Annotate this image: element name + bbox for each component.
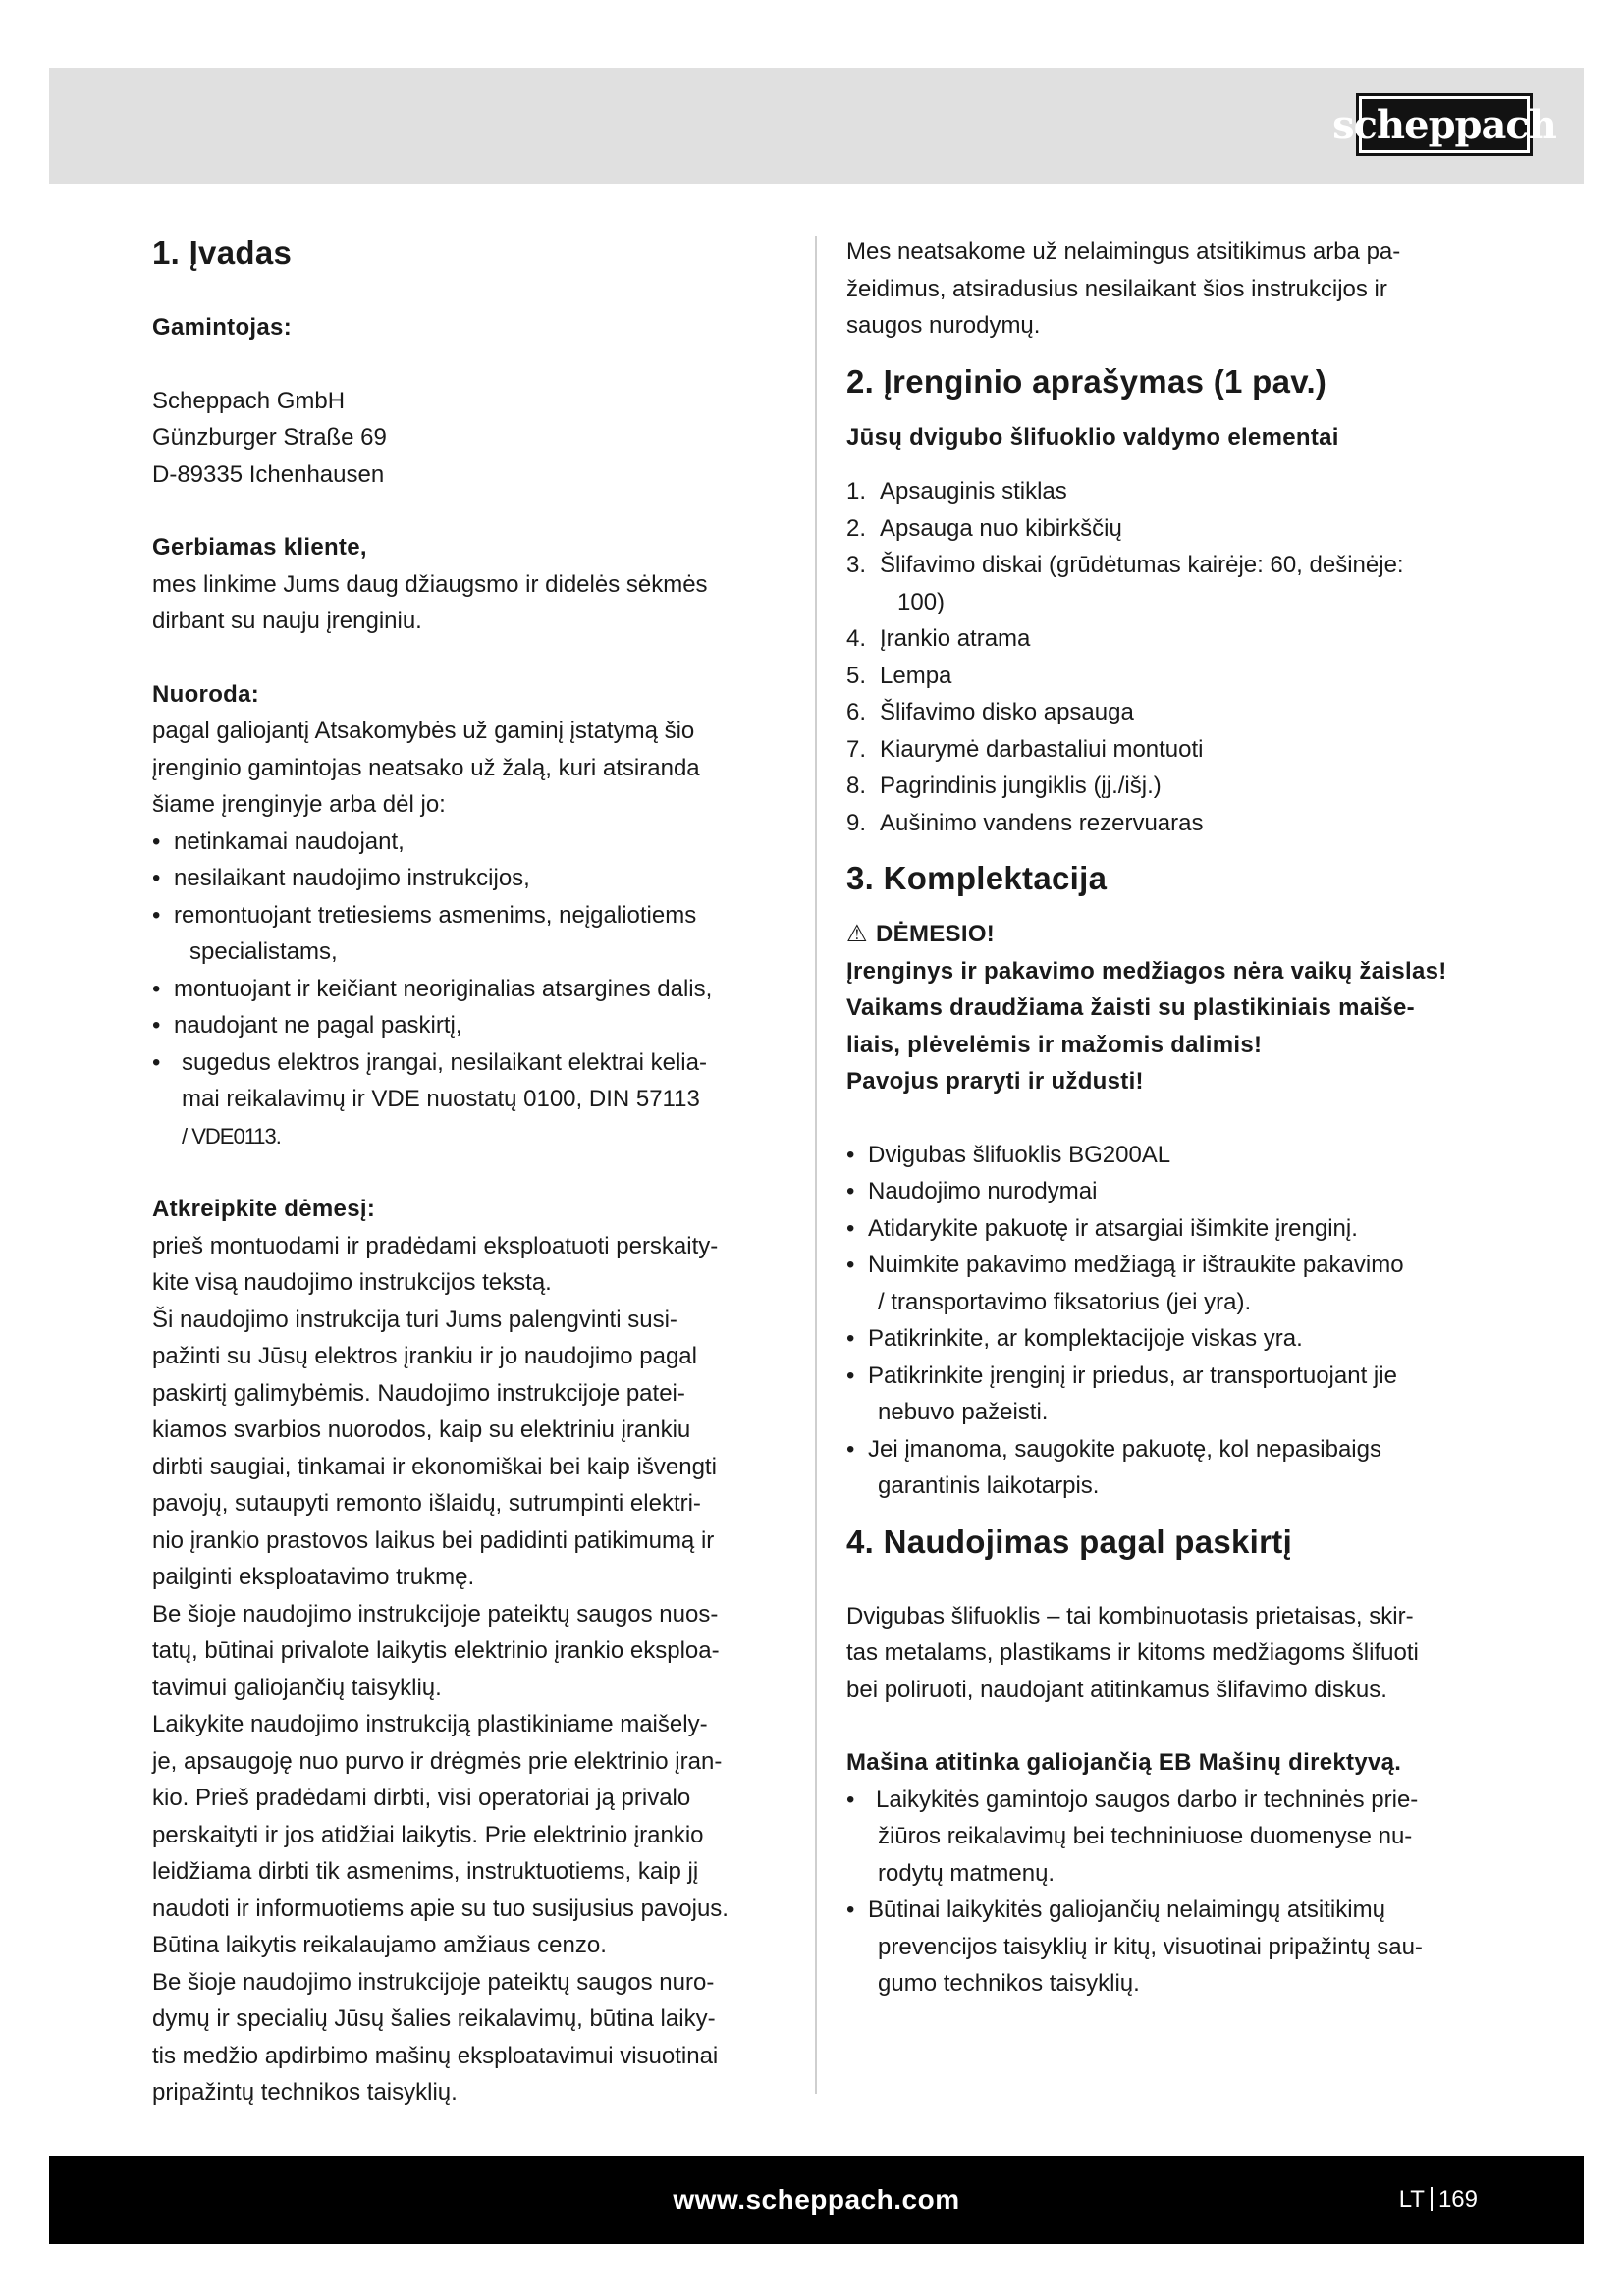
directive-subtitle: Mašina atitinka galiojančią EB Mašinų direktyvą. xyxy=(846,1749,1402,1776)
warning-text: Įrenginys ir pakavimo medžiagos nėra vaikų žaislas! Vaikams draudžiama žaisti su plastikiniais maiše- liais, plėvelėmis ir mažomis dalimis! Pavojus praryti ir uždusti! xyxy=(846,957,1447,1095)
page-number: LT 169 xyxy=(1398,2186,1478,2213)
list-item: • Naudojimo nurodymai xyxy=(846,1178,1098,1204)
list-item: 7. Kiaurymė darbastaliui montuoti xyxy=(846,735,1204,763)
left-column xyxy=(152,234,800,2111)
note-label: Nuoroda: xyxy=(152,680,260,708)
list-item: • nesilaikant naudojimo instrukcijos, xyxy=(152,865,530,891)
list-item: 2. Apsauga nuo kibirkščių xyxy=(846,514,1122,542)
list-item: 1. Apsauginis stiklas xyxy=(846,478,1067,505)
note-bullet-list xyxy=(152,824,800,1155)
list-item: 8. Pagrindinis jungiklis (įj./išj.) xyxy=(846,773,1162,799)
list-item: • Dvigubas šlifuoklis BG200AL xyxy=(846,1141,1171,1168)
section-4-title: 4. Naudojimas pagal paskirtį xyxy=(846,1522,1293,1560)
section-2-title: 2. Įrenginio aprašymas (1 pav.) xyxy=(846,362,1327,400)
dear-customer-label: Gerbiamas kliente, xyxy=(152,534,367,561)
liability-text: Mes neatsakome už nelaimingus atsitikimus arba pa- žeidimus, atsiradusius nesilaikant šios instrukcijos ir saugos nurodymų. xyxy=(846,239,1401,339)
list-item: • Patikrinkite įrenginį ir priedus, ar transportuojant jie nebuvo pažeisti. xyxy=(846,1362,1397,1425)
intended-use-list xyxy=(846,1782,1485,2002)
list-item: • Jei įmanoma, saugokite pakuotę, kol nepasibaigs garantinis laikotarpis. xyxy=(846,1435,1381,1499)
footer-website: www.scheppach.com xyxy=(673,2184,960,2215)
package-contents-list xyxy=(846,1137,1485,1505)
controls-subtitle: Jūsų dvigubo šlifuoklio valdymo elementai xyxy=(846,423,1339,451)
column-divider xyxy=(815,236,817,2094)
list-item: • montuojant ir keičiant neoriginalias atsargines dalis, xyxy=(152,975,713,1002)
warning-icon: ⚠ xyxy=(846,921,868,947)
manufacturer-label: Gamintojas: xyxy=(152,314,292,341)
section-3-title: 3. Komplektacija xyxy=(846,860,1108,896)
intended-use-text: Dvigubas šlifuoklis – tai kombinuotasis prietaisas, skir- tas metalams, plastikams ir kitoms medžiagoms šlifuoti bei poliruoti, naudojant atitinkamus šlifavimo diskus. xyxy=(846,1602,1419,1703)
list-item: 3. Šlifavimo diskai (grūdėtumas kairėje: 60, dešinėje: 100) xyxy=(846,552,1404,615)
list-item: 4. Įrankio atrama xyxy=(846,625,1031,652)
list-item: • Laikykitės gamintojo saugos darbo ir techninės prie- žiūros reikalavimų bei techniniuose duomenyse nu- rodytų matmenų. xyxy=(846,1786,1419,1887)
section-1-title: 1. Įvadas xyxy=(152,235,293,271)
list-item: • sugedus elektros įrangai, nesilaikant elektrai kelia- mai reikalavimų ir VDE nuostatų 0100, DIN 57113 / VDE0113. xyxy=(152,1048,707,1148)
page-footer xyxy=(49,2156,1584,2244)
list-item: • naudojant ne pagal paskirtį, xyxy=(152,1012,462,1039)
scheppach-logo: scheppach xyxy=(1356,93,1533,156)
device-parts-list xyxy=(846,473,1485,841)
page-header xyxy=(49,68,1584,184)
manufacturer-address: Scheppach GmbH Günzburger Straße 69 D-89335 Ichenhausen xyxy=(152,387,387,488)
list-item: 9. Aušinimo vandens rezervuaras xyxy=(846,809,1204,836)
right-column xyxy=(846,234,1485,2002)
list-item: 6. Šlifavimo disko apsauga xyxy=(846,699,1134,725)
list-item: 5. Lempa xyxy=(846,662,952,689)
attention-label: Atkreipkite dėmesį: xyxy=(152,1196,376,1222)
note-text: pagal galiojantį Atsakomybės už gaminį įstatymą šio įrenginio gamintojas neatsako už žalą, kuri atsiranda šiame įrenginyje arba dėl jo: xyxy=(152,718,700,818)
list-item: • Patikrinkite, ar komplektacijoje viskas yra. xyxy=(846,1325,1303,1352)
list-item: • Nuimkite pakavimo medžiagą ir ištraukite pakavimo / transportavimo fiksatorius (jei yra). xyxy=(846,1252,1404,1315)
list-item: • netinkamai naudojant, xyxy=(152,828,405,855)
attention-text: prieš montuodami ir pradėdami eksploatuoti perskaity- kite visą naudojimo instrukcijos tekstą. Ši naudojimo instrukcija turi Jums palengvinti susi- pažinti su Jūsų elektros įrankiu ir jo naudojimo pagal paskirtį galimybėmis. Naudojimo instrukcijoje patei- kiamos svarbios nuorodos, kaip su elektriniu įrankiu dirbti saugiai, tinkamai ir ekonomiškai bei kaip išvengti pavojų, sutaupyti remonto išlaidų, sutrumpinti elektri- nio įrankio prastovos laikus bei padidinti patikimumą ir pailginti eksploatavimo trukmę. Be šioje naudojimo instrukcijoje pateiktų saugos nuos- tatų, būtinai privalote laikytis elektrinio įrankio eksploa- tavimui galiojančių taisyklių. Laikykite naudojimo instrukciją plastikiniame maišely- je, apsaugoję nuo purvo ir drėgmės prie elektrinio įran- kio. Prieš pradėdami dirbti, visi operatoriai ją privalo perskaityti ir jos atidžiai laikytis. Prie elektrinio įrankio leidžiama dirbti tik asmenims, instruktuotiems, kaip jį naudoti ir informuotiems apie su tuo susijusius pavojus. Būtina laikytis reikalaujamo amžiaus cenzo. Be šioje naudojimo instrukcijoje pateiktų saugos nuro- dymų ir specialių Jūsų šalies reikalavimų, būtina laiky- tis medžio apdirbimo mašinų eksploatavimui visuotinai pripažintų technikos taisyklių. xyxy=(152,1232,729,2106)
dear-customer-text: mes linkime Jums daug džiaugsmo ir didelės sėkmės dirbant su nauju įrenginiu. xyxy=(152,570,708,634)
warning-heading: ⚠ DĖMESIO! xyxy=(846,916,1485,953)
list-item: • Būtinai laikykitės galiojančių nelaimingų atsitikimų prevencijos taisyklių ir kitų, visuotinai pripažintų sau- gumo technikos taisyklių. xyxy=(846,1896,1423,1997)
list-item: • Atidarykite pakuotę ir atsargiai išimkite įrenginį. xyxy=(846,1214,1358,1242)
list-item: • remontuojant tretiesiems asmenims, neįgaliotiems specialistams, xyxy=(152,901,697,965)
